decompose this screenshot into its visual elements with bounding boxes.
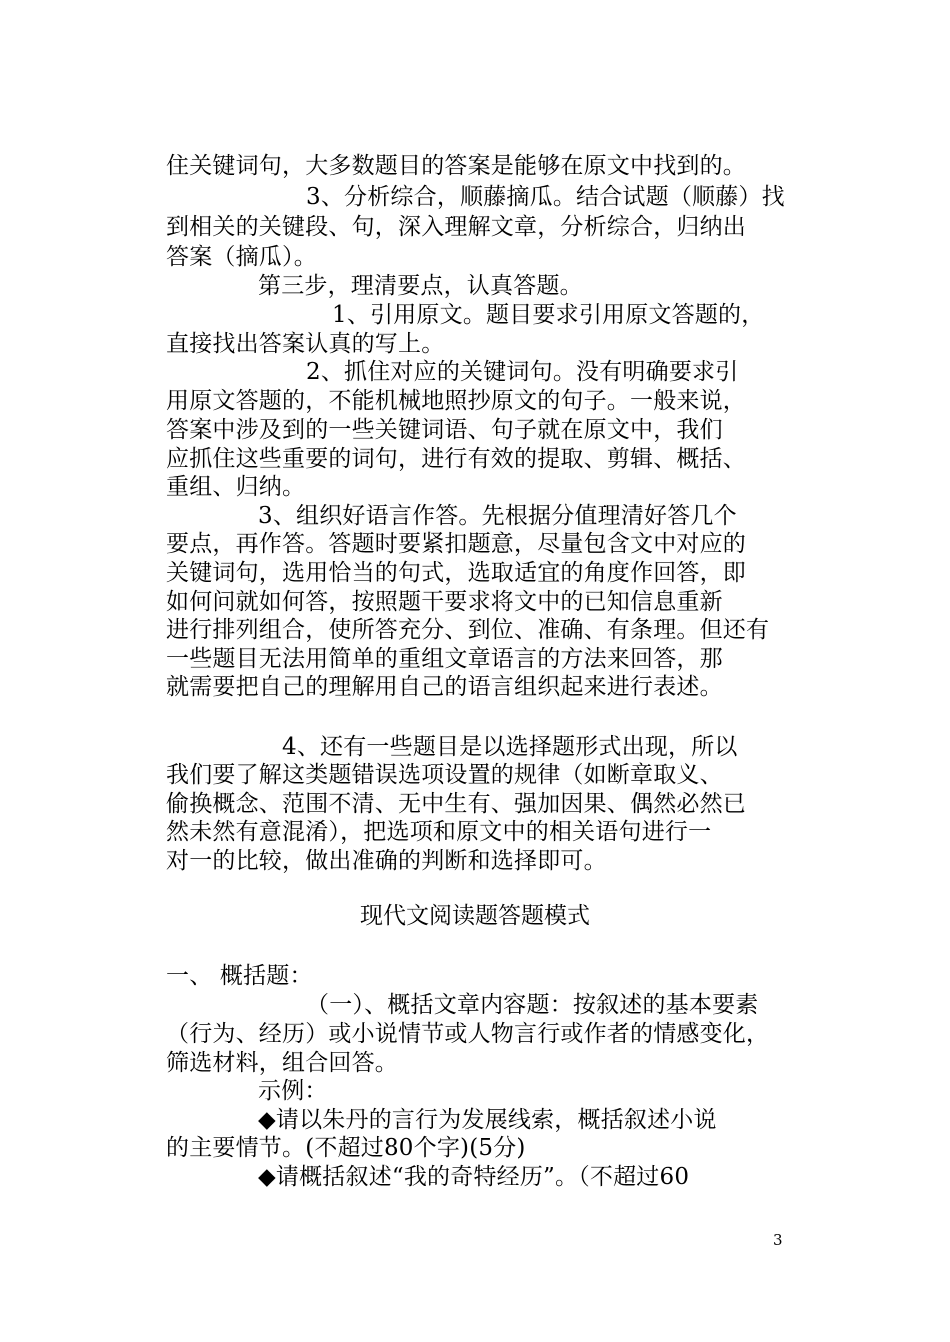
text-line: 重组、归纳。 [166,474,306,500]
text-line: 然未然有意混淆），把选项和原文中的相关语句进行一 [166,819,712,845]
text-line: 一些题目无法用简单的重组文章语言的方法来回答，那 [166,646,723,672]
page-number: 3 [773,1231,783,1249]
text-line: 4、还有一些题目是以选择题形式出现，所以 [282,734,738,760]
text-line: 住关键词句，大多数题目的答案是能够在原文中找到的。 [166,153,746,179]
text-line: 的主要情节。(不超过80个字)(5分) [166,1135,526,1161]
text-line: 1、引用原文。题目要求引用原文答题的， [332,302,765,328]
text-line: 对一的比较，做出准确的判断和选择即可。 [166,848,607,874]
text-line: 如何问就如何答，按照题干要求将文中的已知信息重新 [166,589,723,615]
text-line: 要点，再作答。答题时要紧扣题意，尽量包含文中对应的 [166,531,746,557]
text-line: 应抓住这些重要的词句，进行有效的提取、剪辑、概括、 [166,446,746,472]
text-line: 示例： [258,1078,328,1104]
text-line: 2、抓住对应的关键词句。没有明确要求引 [306,359,739,385]
text-line: 3、组织好语言作答。先根据分值理清好答几个 [258,503,737,529]
text-line: 第三步，理清要点，认真答题。 [258,273,583,299]
section-heading: 现代文阅读题答题模式 [360,903,590,929]
text-line: 就需要把自己的理解用自己的语言组织起来进行表述。 [166,674,723,700]
text-line: （行为、经历）或小说情节或人物言行或作者的情感变化， [166,1021,770,1047]
text-line: 答案中涉及到的一些关键词语、句子就在原文中，我们 [166,417,723,443]
text-line: 到相关的关键段、句，深入理解文章，分析综合，归纳出 [166,214,746,240]
text-line: （一）、概括文章内容题：按叙述的基本要素 [306,992,759,1018]
text-line: 关键词句，选用恰当的句式，选取适宜的角度作回答，即 [166,560,746,586]
bullet-line: ◆请以朱丹的言行为发展线索，概括叙述小说 [258,1107,717,1133]
text-line: 答案（摘瓜）。 [166,244,317,270]
text-line: 我们要了解这类题错误选项设置的规律（如断章取义、 [166,762,723,788]
list-heading: 一、 概括题： [166,963,313,989]
text-line: 偷换概念、范围不清、无中生有、强加因果、偶然必然已 [166,791,746,817]
text-line: 直接找出答案认真的写上。 [166,331,445,357]
text-line: 进行排列组合，使所答充分、到位、准确、有条理。但还有 [166,617,770,643]
text-line: 3、分析综合，顺藤摘瓜。结合试题（顺藤）找 [306,184,785,210]
text-line: 用原文答题的，不能机械地照抄原文的句子。一般来说， [166,388,746,414]
text-line: 筛选材料，组合回答。 [166,1050,398,1076]
bullet-line: ◆请概括叙述“我的奇特经历”。（不超过60 [258,1164,690,1190]
